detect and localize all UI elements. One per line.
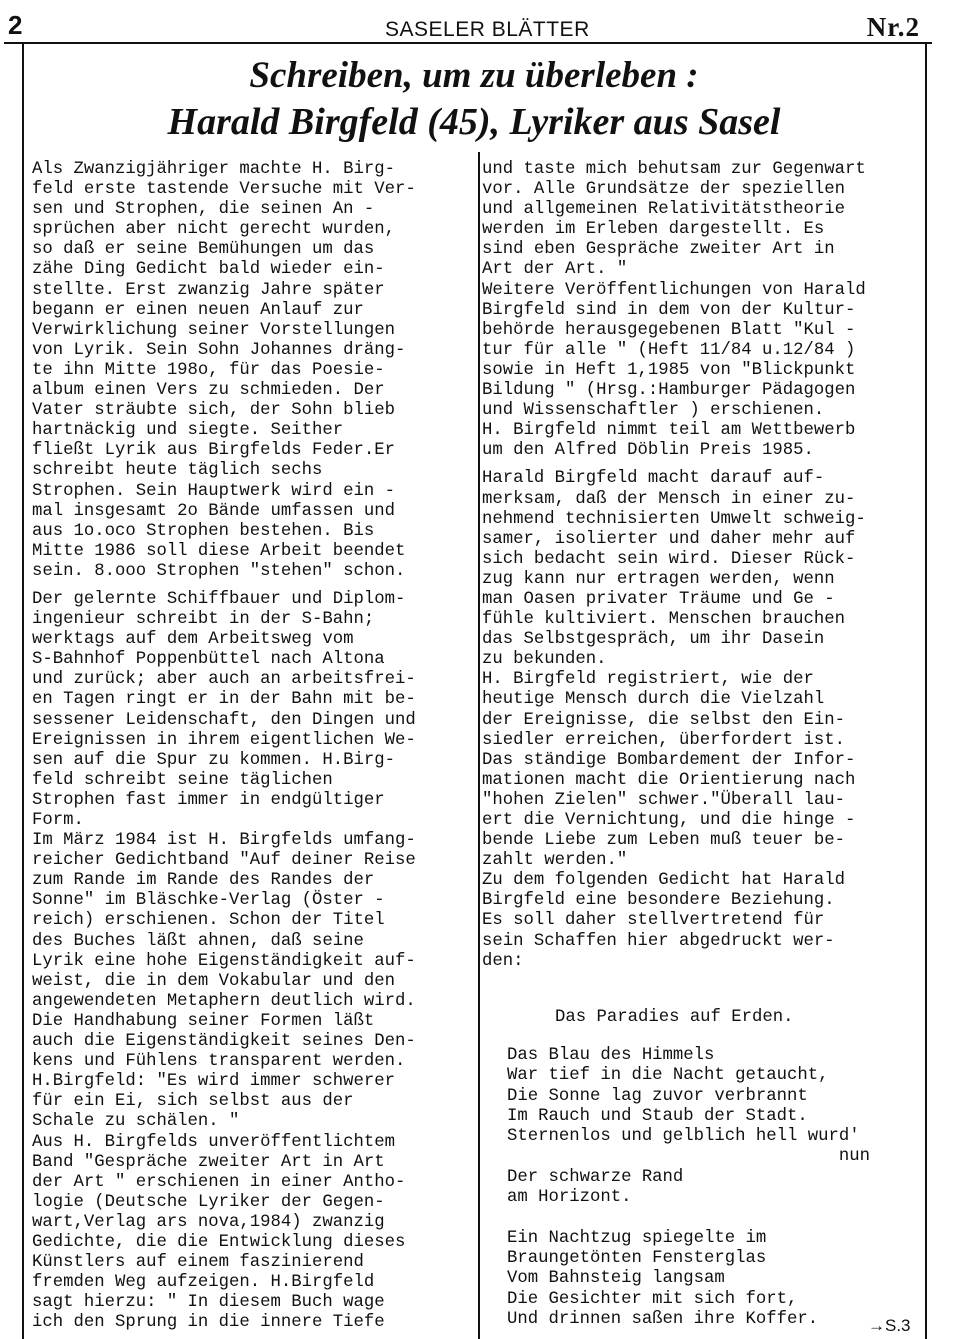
page-number: 2 [8, 10, 23, 40]
text-line: und taste mich behutsam zur Gegenwart [482, 160, 866, 179]
text-line: Mitte 1986 soll diese Arbeit beendet [32, 541, 406, 561]
text-line: Lyrik eine hohe Eigenständigkeit auf- [32, 951, 416, 971]
text-line: zähe Ding Gedicht bald wieder ein- [32, 260, 385, 280]
frame-left-border [22, 43, 24, 1339]
paragraph-gap [32, 582, 416, 590]
text-line: reicher Gedichtband "Auf deiner Reise [32, 851, 416, 871]
text-line: mal insgesamt 2o Bände umfassen und [32, 501, 395, 521]
text-line: en Tagen ringt er in der Bahn mit be- [32, 690, 416, 710]
poem-title: Das Paradies auf Erden. [555, 1008, 794, 1027]
text-line: fließt Lyrik aus Birgfelds Feder.Er [32, 441, 395, 461]
text-line: stellte. Erst zwanzig Jahre später [32, 280, 385, 300]
text-line: werktags auf dem Arbeitsweg vom [32, 630, 354, 650]
text-line: und allgemeinen Relativitätstheorie [482, 200, 845, 220]
text-line: Strophen fast immer in endgültiger [32, 790, 385, 810]
text-line: fühle kultiviert. Menschen brauchen [482, 610, 845, 630]
poem-line: Die Sonne lag zuvor verbrannt [507, 1086, 808, 1106]
poem-line: Die Gesichter mit sich fort, [507, 1289, 798, 1309]
continued-on-page-3: →S.3 [868, 1316, 911, 1335]
text-line: album einen Vers zu schmieden. Der [32, 381, 385, 401]
poem-line: Braungetönten Fensterglas [507, 1248, 767, 1268]
text-line: sessener Leidenschaft, den Dingen und [32, 710, 416, 730]
text-line: Form. [32, 811, 84, 830]
article-subtitle: Harald Birgfeld (45), Lyriker aus Sasel [167, 101, 781, 143]
text-line: Verwirklichung seiner Vorstellungen [32, 320, 395, 340]
text-line: Als Zwanzigjähriger machte H. Birg- [32, 160, 395, 179]
poem-line: Der schwarze Rand [507, 1167, 684, 1187]
text-line: angewendeten Metaphern deutlich wird. [32, 991, 416, 1011]
text-line: Die Handhabung seiner Formen läßt [32, 1011, 375, 1031]
text-line: Zu dem folgenden Gedicht hat Harald [482, 871, 845, 891]
text-line: weist, die in dem Vokabular und den [32, 971, 395, 991]
right-column-text [482, 160, 866, 972]
text-line: behörde herausgegebenen Blatt "Kul - [482, 320, 856, 340]
text-line: und zurück; aber auch an arbeitsfrei- [32, 670, 416, 690]
header-rule [4, 42, 932, 44]
text-line: sein. 8.ooo Strophen "stehen" schon. [32, 561, 406, 581]
text-line: Harald Birgfeld macht darauf auf- [482, 469, 825, 489]
poem-line: Und drinnen saßen ihre Koffer. [507, 1309, 819, 1329]
text-line: der Ereignisse, die selbst den Ein- [482, 710, 845, 730]
text-line: samer, isolierter und daher mehr auf [482, 529, 856, 549]
text-line: H. Birgfeld registriert, wie der [482, 670, 814, 690]
text-line: Birgfeld sind in dem von der Kultur- [482, 300, 856, 320]
text-line: für ein Ei, sich selbst aus der [32, 1092, 354, 1112]
text-line: Vater sträubte sich, der Sohn blieb [32, 401, 395, 421]
poem-line: Das Blau des Himmels [507, 1046, 715, 1065]
text-line: vor. Alle Grundsätze der speziellen [482, 180, 845, 200]
text-line: sind eben Gespräche zweiter Art in [482, 240, 835, 260]
text-line: ingenieur schreibt in der S-Bahn; [32, 610, 375, 630]
text-line: aus 1o.oco Strophen bestehen. Bis [32, 521, 375, 541]
frame-right-border [925, 43, 927, 1339]
text-line: te ihn Mitte 198o, für das Poesie- [32, 360, 385, 380]
poem-line: Im Rauch und Staub der Stadt. [507, 1106, 808, 1126]
text-line: sen und Strophen, die seinen An - [32, 200, 375, 220]
text-line: sich bedacht sein wird. Dieser Rück- [482, 549, 856, 569]
text-line: Art der Art. " [482, 260, 628, 280]
text-line: zug kann nur ertragen werden, wenn [482, 569, 835, 589]
text-line: zahlt werden." [482, 851, 628, 871]
text-line: das Selbstgespräch, um ihr Dasein [482, 630, 825, 650]
text-line: von Lyrik. Sein Sohn Johannes dräng- [32, 340, 406, 360]
column-divider [478, 152, 480, 1339]
text-line: den: [482, 951, 524, 971]
text-line: hartnäckig und siegte. Seither [32, 421, 344, 441]
text-line: feld schreibt seine täglichen [32, 770, 333, 790]
text-line: tur für alle " (Heft 11/84 u.12/84 ) [482, 340, 856, 360]
text-line: Weitere Veröffentlichungen von Harald [482, 280, 866, 300]
poem-body [507, 1046, 870, 1330]
text-line: um den Alfred Döblin Preis 1985. [482, 441, 814, 461]
text-line: Es soll daher stellvertretend für [482, 911, 825, 931]
text-line: sprüchen aber nicht gerecht wurden, [32, 220, 395, 240]
poem-line [507, 1208, 870, 1228]
poem-line: War tief in die Nacht getaucht, [507, 1066, 829, 1086]
text-line: begann er einen neuen Anlauf zur [32, 300, 364, 320]
text-line: kens und Fühlens transparent werden. [32, 1052, 406, 1072]
text-line: Künstlers auf einem faszinierend [32, 1253, 364, 1273]
text-line: Aus H. Birgfelds unveröffentlichtem [32, 1132, 395, 1152]
text-line: logie (Deutsche Lyriker der Gegen- [32, 1192, 385, 1212]
text-line: Schale zu schälen. " [32, 1112, 240, 1132]
text-line: Birgfeld eine besondere Beziehung. [482, 891, 835, 911]
poem-line: Vom Bahnsteig langsam [507, 1269, 725, 1289]
text-line: Der gelernte Schiffbauer und Diplom- [32, 589, 406, 609]
text-line: wart,Verlag ars nova,1984) zwanzig [32, 1212, 385, 1232]
text-line: feld erste tastende Versuche mit Ver- [32, 180, 416, 200]
text-line: Strophen. Sein Hauptwerk wird ein - [32, 481, 395, 501]
text-line: Gedichte, die die Entwicklung dieses [32, 1232, 406, 1252]
text-line: zu bekunden. [482, 650, 607, 670]
text-line: siedler erreichen, überfordert ist. [482, 730, 845, 750]
poem-line: am Horizont. [507, 1188, 632, 1208]
text-line: der Art " erschienen in einer Antho- [32, 1172, 406, 1192]
text-line: auch die Eigenständigkeit seines Den- [32, 1032, 416, 1052]
text-line: H. Birgfeld nimmt teil am Wettbewerb [482, 421, 856, 441]
text-line: bende Liebe zum Leben muß teuer be- [482, 831, 845, 851]
text-line: sagt hierzu: " In diesem Buch wage [32, 1293, 385, 1313]
text-line: des Buches läßt ahnen, daß seine [32, 931, 364, 951]
text-line: sen auf die Spur zu kommen. H.Birg- [32, 750, 395, 770]
text-line: heutige Mensch durch die Vielzahl [482, 690, 825, 710]
text-line: H.Birgfeld: "Es wird immer schwerer [32, 1072, 395, 1092]
paragraph-gap [482, 461, 866, 469]
text-line: merksam, daß der Mensch in einer zu- [482, 489, 856, 509]
text-line: Band "Gespräche zweiter Art in Art [32, 1152, 385, 1172]
text-line: und Wissenschaftler ) erschienen. [482, 401, 825, 421]
text-line: reich) erschienen. Schon der Titel [32, 911, 385, 931]
text-line: fremden Weg aufzeigen. H.Birgfeld [32, 1273, 375, 1293]
page-header [0, 0, 954, 44]
poem-line: nun [507, 1147, 870, 1167]
text-line: zum Rande im Rande des Randes der [32, 871, 375, 891]
text-line: werden im Erleben dargestellt. Es [482, 220, 825, 240]
text-line: mationen macht die Orientierung nach [482, 770, 856, 790]
text-line: Bildung " (Hrsg.:Hamburger Pädagogen [482, 381, 856, 401]
text-line: sein Schaffen hier abgedruckt wer- [482, 931, 835, 951]
text-line: nehmend technisierten Umwelt schweig- [482, 509, 866, 529]
paper-name: SASELER BLÄTTER [385, 18, 590, 41]
text-line: Ereignissen in ihrem eigentlichen We- [32, 730, 416, 750]
left-column-text [32, 160, 416, 1333]
text-line: so daß er seine Bemühungen um das [32, 240, 375, 260]
article-title: Schreiben, um zu überleben : [249, 55, 699, 96]
text-line: Sonne" im Bläschke-Verlag (Öster - [32, 891, 385, 911]
text-line: ich den Sprung in die innere Tiefe [32, 1313, 385, 1333]
text-line: Das ständige Bombardement der Infor- [482, 750, 856, 770]
text-line: sowie in Heft 1,1985 von "Blickpunkt [482, 360, 856, 380]
text-line: Im März 1984 ist H. Birgfelds umfang- [32, 831, 416, 851]
text-line: man Oasen privater Träume und Ge - [482, 589, 835, 609]
text-line: "hohen Zielen" schwer."Überall lau- [482, 790, 845, 810]
poem-line: Ein Nachtzug spiegelte im [507, 1228, 767, 1248]
issue-number: Nr.2 [866, 12, 920, 42]
text-line: schreibt heute täglich sechs [32, 461, 323, 481]
text-line: ert die Vernichtung, und die hinge - [482, 811, 856, 830]
text-line: S-Bahnhof Poppenbüttel nach Altona [32, 650, 385, 670]
poem-line: Sternenlos und gelblich hell wurd' [507, 1127, 860, 1147]
